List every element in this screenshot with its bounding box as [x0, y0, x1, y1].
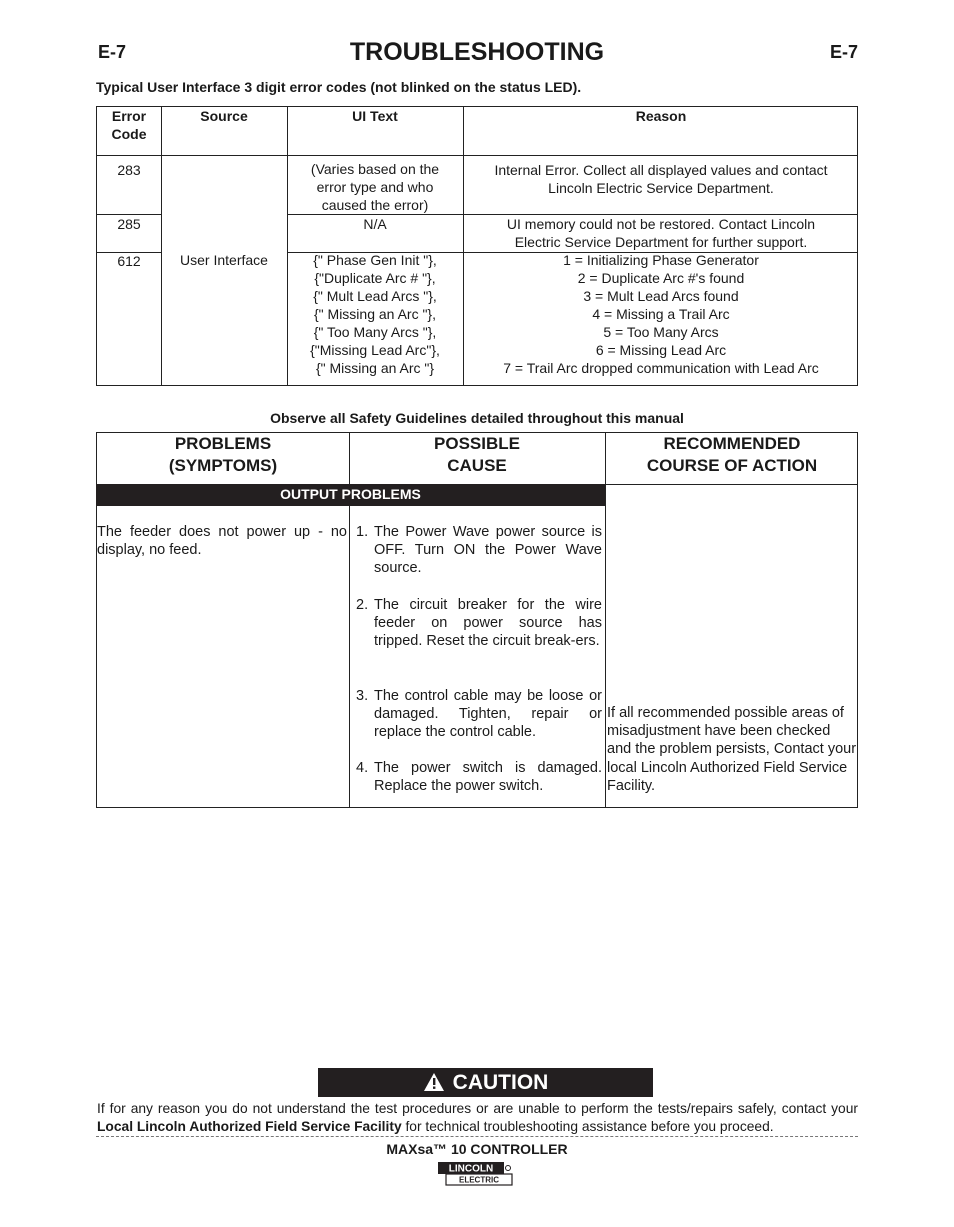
recommended-action-text: If all recommended possible areas of misadjustment have been checked and the problem persists, Contact your local Lincoln Authorized Field Service Facility. [607, 705, 857, 794]
safety-notice: Observe all Safety Guidelines detailed throughout this manual [270, 410, 684, 426]
header-reason: Reason [635, 108, 687, 124]
cause-item-1: 1. The Power Wave power source is OFF. Turn ON the Power Wave source. [356, 524, 602, 577]
ui-text-285: N/A [363, 216, 387, 232]
cause-item-3: 3. The control cable may be loose or damaged. Tighten, repair or replace the control cable. [356, 688, 602, 741]
page-title: TROUBLESHOOTING [349, 38, 605, 66]
reason-285: UI memory could not be restored. Contact Lincoln Electric Service Department for further support. [506, 216, 816, 250]
header-ui-text: UI Text [352, 108, 398, 124]
svg-text:ELECTRIC: ELECTRIC [459, 1175, 499, 1185]
caution-banner [318, 1068, 653, 1097]
header-problems: PROBLEMS (SYMPTOMS) [168, 434, 278, 475]
ui-text-283: (Varies based on the error type and who caused the error) [310, 161, 440, 213]
intro-text: Typical User Interface 3 digit error codes (not blinked on the status LED). [96, 79, 582, 95]
page-number-left: E-7 [98, 42, 127, 62]
source-value: User Interface [180, 252, 268, 268]
error-code-285: 285 [117, 216, 141, 232]
error-code-table [96, 106, 858, 386]
footer-divider [96, 1136, 858, 1137]
product-name: MAXsa™ 10 CONTROLLER [386, 1141, 568, 1157]
header-source: Source [200, 108, 248, 124]
reason-612: 1 = Initializing Phase Generator 2 = Duplicate Arc #'s found 3 = Mult Lead Arcs found 4 = Missing a Trail Arc 5 = Too Many Arcs 6 = Missing Lead Arc 7 = Trail Arc dropped communication with Lead Arc [503, 252, 819, 376]
header-error-code: Error Code [111, 108, 147, 142]
caution-text: If for any reason you do not understand the test procedures or are unable to perform the tests/repairs safely, contact your Local Lincoln Authorized Field Service Facility for technical troubleshooting assistance before you proceed. [97, 1101, 858, 1134]
header-possible-cause: POSSIBLE CAUSE [434, 434, 520, 475]
lincoln-electric-logo [437, 1161, 513, 1186]
header-recommended-action: RECOMMENDED COURSE OF ACTION [646, 434, 818, 475]
ui-text-612: {" Phase Gen Init "}, {"Duplicate Arc # "}, {" Mult Lead Arcs "}, {" Missing an Arc "}, {" Too Many Arcs "}, {"Missing Lead Arc"}, {" Missing an Arc "} [310, 252, 440, 376]
warning-icon [423, 1072, 445, 1092]
error-code-283: 283 [117, 162, 141, 178]
cause-item-4: 4. The power switch is damaged. Replace the power switch. [356, 760, 602, 795]
reason-283: Internal Error. Collect all displayed values and contact Lincoln Electric Service Department. [494, 162, 828, 196]
error-code-612: 612 [117, 253, 141, 269]
svg-text:LINCOLN: LINCOLN [448, 1163, 494, 1175]
page-number-right: E-7 [829, 42, 858, 62]
caution-title: CAUTION [452, 1071, 549, 1094]
cause-item-2: 2. The circuit breaker for the wire feeder on power source has tripped. Reset the circuit break-ers. [356, 597, 602, 650]
problem-text: The feeder does not power up - no display, no feed. [97, 524, 347, 559]
section-output-problems: OUTPUT PROBLEMS [96, 484, 605, 506]
